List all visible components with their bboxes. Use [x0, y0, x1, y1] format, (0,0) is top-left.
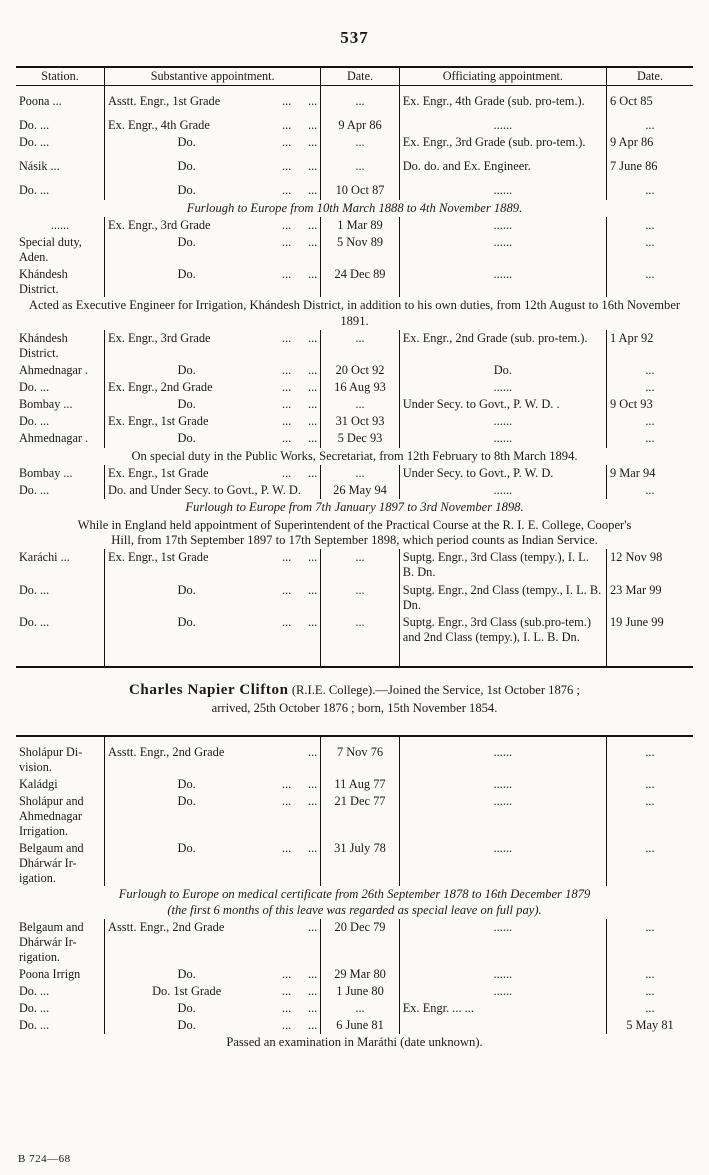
cell-sub-dots1: ...	[281, 135, 292, 150]
cell-officiating: ......	[493, 983, 513, 998]
cell-date2-year: 86	[640, 135, 654, 150]
cell-officiating: Do.	[493, 362, 512, 377]
cell-date2-year: 86	[645, 159, 658, 174]
cell-date1: 10 Oct	[335, 183, 369, 198]
table-row	[16, 793, 693, 840]
cell-date1: ...	[355, 331, 365, 346]
cell-station-dots: ...	[40, 983, 50, 998]
cell-sub-dots2: ...	[307, 380, 318, 395]
cell-station: Bombay	[19, 465, 61, 480]
acting-duty-note: Acted as Executive Engineer for Irrigation, Khándesh District, in addition to his own duties, from 12th August to 16th November 1891.	[28, 298, 681, 328]
register-sheet	[16, 66, 693, 721]
england-appointment-note: While in England held appointment of Superintendent of the Practical Course at the R. I. E. College, Cooper's Hill, from 17th September 1897 to 17th September 1898, which period counts as Indian Service.	[77, 517, 632, 547]
cell-sub-dots2: ...	[307, 550, 318, 565]
cell-date2: ...	[645, 183, 655, 198]
cell-date1-year: 77	[373, 794, 386, 809]
register-sheet-2	[16, 737, 693, 1051]
cell-officiating: ......	[493, 431, 513, 446]
cell-station: Ahmednagar .	[19, 362, 89, 377]
note-row	[16, 1034, 693, 1051]
cell-sub-dots1: ...	[281, 983, 292, 998]
table-row	[16, 1017, 693, 1034]
note-row	[16, 886, 693, 919]
cell-station: Násik	[19, 159, 48, 174]
cell-sub-dots1: ...	[281, 380, 292, 395]
cell-date2: ...	[645, 966, 655, 981]
cell-date1: 29 Mar	[334, 966, 371, 981]
column-header-station: Station.	[16, 67, 105, 85]
service-record-table-1	[16, 66, 693, 668]
cell-station-dots: ...	[40, 118, 50, 132]
cell-sub-dots1: ...	[281, 183, 292, 198]
cell-sub-dots2: ...	[307, 93, 318, 108]
cell-officiating: Under Secy. to Govt., P. W. D.	[402, 465, 554, 480]
page-footer-signature: B 724—68	[18, 1153, 71, 1165]
cell-date2-year: 98	[649, 550, 663, 565]
cell-sub-dots1: ...	[281, 550, 292, 565]
cell-substantive: Do.	[177, 1018, 196, 1033]
cell-station: Khándesh District.	[19, 331, 68, 361]
cell-sub-dots1: ...	[307, 745, 318, 760]
cell-sub-dots2: ...	[307, 362, 318, 377]
cell-station-dots: ...	[40, 414, 50, 429]
cell-substantive: Do. 1st Grade	[152, 983, 222, 998]
table-row	[16, 182, 693, 199]
cell-officiating: ......	[493, 745, 513, 760]
cell-date2: ...	[645, 840, 655, 855]
note-row	[16, 448, 693, 465]
cell-date2-year: 94	[643, 465, 656, 480]
cell-date2: ...	[645, 483, 655, 498]
cell-station: Ahmednagar .	[19, 431, 89, 446]
cell-officiating: Ex. Engr. ... ...	[402, 1000, 474, 1015]
cell-substantive: Do.	[177, 431, 196, 446]
cell-substantive: Asstt. Engr., 2nd Grade	[108, 920, 225, 935]
cell-officiating: Under Secy. to Govt., P. W. D. .	[402, 397, 560, 412]
table-row	[16, 217, 693, 234]
cell-date2: ...	[645, 414, 655, 429]
cell-date2-year: 99	[649, 582, 662, 597]
cell-substantive: Do. and Under Secy. to Govt., P. W. D.	[108, 483, 301, 498]
cell-sub-dots1: ...	[281, 1018, 292, 1033]
cell-sub-dots1: ...	[281, 414, 292, 429]
cell-date1: ...	[355, 397, 365, 412]
cell-station: Do.	[19, 614, 37, 629]
table-row	[16, 396, 693, 413]
cell-station-dots: ...	[40, 380, 50, 395]
note-row	[16, 517, 693, 550]
cell-date2: ...	[645, 431, 655, 446]
cell-officiating: Suptg. Engr., 3rd Class (sub.pro-tem.) and 2nd Class (tempy.), I. L. B. Dn.	[402, 614, 591, 644]
column-header-date2: Date.	[606, 67, 693, 85]
cell-date1: ...	[355, 159, 365, 174]
cell-substantive: Do.	[177, 582, 196, 597]
cell-date1: ...	[355, 582, 365, 597]
cell-date1: 21 Dec	[334, 794, 370, 809]
cell-substantive: Asstt. Engr., 2nd Grade	[108, 745, 225, 760]
cell-sub-dots2: ...	[307, 397, 318, 412]
cell-date1: 5 Dec	[337, 431, 367, 446]
table-row	[16, 744, 693, 776]
table-row	[16, 966, 693, 983]
cell-officiating: ......	[493, 483, 513, 498]
cell-date2: 6 Oct	[609, 93, 638, 108]
cell-date1-year: 89	[373, 266, 386, 281]
cell-date2: ...	[645, 920, 655, 935]
cell-date2-year: 99	[651, 614, 664, 629]
cell-officiating: Ex. Engr., 3rd Grade (sub. pro-tem.).	[402, 135, 586, 150]
cell-date2-year: 85	[640, 93, 653, 108]
note-row	[16, 297, 693, 330]
cell-sub-dots2: ...	[307, 614, 318, 629]
cell-date2-year: 92	[640, 331, 654, 346]
column-header-date1: Date.	[321, 67, 399, 85]
cell-substantive: Do.	[177, 397, 196, 412]
cell-sub-dots2: ...	[307, 431, 318, 446]
cell-officiating: Ex. Engr., 2nd Grade (sub. pro-tem.).	[402, 331, 588, 346]
cell-date2: ...	[645, 1000, 655, 1015]
cell-sub-dots2: ...	[307, 983, 318, 998]
cell-officiating: ......	[493, 217, 513, 232]
cell-date2: 9 Apr	[609, 135, 638, 150]
cell-officiating: Suptg. Engr., 3rd Class (tempy.), I. L. B. Dn.	[402, 550, 589, 580]
table-row	[16, 158, 693, 175]
cell-sub-dots1: ...	[281, 840, 292, 855]
cell-date1: 11 Aug	[334, 777, 371, 792]
table-header-row	[16, 67, 693, 85]
cell-substantive: Ex. Engr., 1st Grade	[108, 414, 209, 429]
cell-date2: 23 Mar	[609, 582, 647, 597]
cell-date2: 5 May	[626, 1018, 659, 1033]
cell-substantive: Ex. Engr., 1st Grade	[108, 465, 209, 480]
cell-substantive: Do.	[177, 362, 196, 377]
cell-station-dots: ...	[40, 483, 50, 498]
cell-sub-dots2: ...	[307, 135, 318, 150]
cell-sub-dots1: ...	[281, 431, 292, 446]
cell-sub-dots2: ...	[307, 159, 318, 174]
examination-note: Passed an examination in Maráthi (date unknown).	[226, 1035, 483, 1050]
cell-officiating: Ex. Engr., 4th Grade (sub. pro-tem.).	[402, 93, 585, 108]
cell-date1: ...	[355, 550, 365, 565]
cell-sub-dots1: ...	[281, 1000, 292, 1015]
cell-substantive: Ex. Engr., 3rd Grade	[108, 331, 211, 346]
cell-station: Do.	[19, 414, 37, 429]
special-duty-note: On special duty in the Public Works, Secretariat, from 12th February to 8th March 1894.	[131, 448, 578, 463]
officer-heading	[16, 668, 693, 721]
cell-sub-dots2: ...	[307, 1000, 318, 1015]
cell-date1: 1 June	[336, 983, 369, 998]
cell-sub-dots2: ...	[307, 1018, 318, 1033]
cell-substantive: Do.	[177, 966, 196, 981]
cell-officiating: ......	[493, 380, 513, 395]
table-row	[16, 482, 693, 499]
cell-date2: ...	[645, 777, 655, 792]
cell-substantive: Do.	[177, 840, 196, 855]
cell-officiating: Suptg. Engr., 2nd Class (tempy., I. L. B. Dn.	[402, 582, 602, 612]
cell-date2: ...	[645, 217, 655, 232]
cell-date1-year: 93	[373, 380, 386, 395]
cell-substantive: Do.	[177, 135, 196, 150]
cell-substantive: Do.	[177, 266, 196, 281]
cell-station: Kaládgi	[19, 777, 58, 792]
cell-substantive: Do.	[177, 159, 196, 174]
cell-date2: ...	[645, 362, 655, 377]
cell-sub-dots1: ...	[281, 362, 292, 377]
table-row	[16, 413, 693, 430]
cell-substantive: Ex. Engr., 1st Grade	[108, 550, 209, 565]
cell-sub-dots2: ...	[307, 183, 318, 198]
cell-sub-dots2: ...	[307, 582, 318, 597]
cell-date1-year: 76	[370, 745, 384, 760]
cell-date2-year: 93	[640, 397, 653, 412]
cell-date2: ...	[645, 118, 655, 132]
table-row	[16, 362, 693, 379]
table-row	[16, 549, 693, 581]
cell-station: Do.	[19, 483, 37, 498]
cell-station: Do.	[19, 118, 37, 132]
cell-station: ......	[50, 217, 70, 232]
cell-station: Khándesh District.	[19, 266, 68, 296]
cell-station-dots: ...	[40, 183, 50, 198]
cell-date1: 20 Oct	[335, 362, 369, 377]
table-row	[16, 430, 693, 447]
cell-sub-dots1: ...	[307, 920, 318, 935]
cell-date2: ...	[645, 983, 655, 998]
cell-station: Poona Irrign	[19, 966, 81, 981]
officer-qualification: (R.I.E. College).—Joined the Service, 1st October 1876 ;	[291, 683, 581, 698]
cell-station-dots: ...	[40, 582, 50, 597]
cell-station-dots: ...	[60, 550, 70, 565]
cell-date1: ...	[355, 93, 365, 108]
column-header-officiating: Officiating appointment.	[399, 67, 606, 85]
cell-station-dots: ...	[52, 93, 62, 108]
cell-date1: 6 June	[336, 1018, 369, 1033]
cell-date1-year: 81	[371, 1018, 384, 1033]
officer-arrival-line: arrived, 25th October 1876 ; born, 15th November 1854.	[211, 701, 498, 716]
cell-sub-dots2: ...	[307, 234, 318, 249]
cell-station: Do.	[19, 582, 37, 597]
table-row	[16, 465, 693, 482]
cell-date1-year: 79	[373, 920, 386, 935]
cell-officiating: Do. do. and Ex. Engineer.	[402, 159, 531, 174]
cell-station: Poona	[19, 93, 50, 108]
cell-date1: 31 July	[334, 840, 371, 855]
cell-date1: 16 Aug	[334, 380, 371, 395]
cell-date1: 24 Dec	[334, 266, 370, 281]
cell-date1: 31 Oct	[335, 414, 369, 429]
cell-officiating: ......	[493, 234, 513, 249]
cell-officiating: ......	[493, 777, 513, 792]
cell-officiating: ......	[493, 794, 513, 809]
cell-date1-year: 93	[369, 431, 383, 446]
cell-sub-dots1: ...	[281, 777, 292, 792]
table-row	[16, 330, 693, 362]
cell-substantive: Do.	[177, 234, 196, 249]
cell-substantive: Do.	[177, 777, 196, 792]
cell-station: Do.	[19, 1000, 37, 1015]
cell-date2: 7 June	[609, 159, 642, 174]
cell-sub-dots2: ...	[307, 118, 318, 132]
document-page	[0, 28, 709, 1175]
cell-station: Sholápur and Ahmednagar Irrigation.	[19, 794, 84, 838]
cell-officiating: ......	[493, 183, 513, 198]
cell-station: Karáchi	[19, 550, 58, 565]
table-row	[16, 1000, 693, 1017]
cell-sub-dots1: ...	[281, 266, 292, 281]
cell-sub-dots1: ...	[281, 234, 292, 249]
cell-date2: ...	[645, 794, 655, 809]
table-row	[16, 134, 693, 151]
cell-sub-dots2: ...	[307, 217, 318, 232]
cell-officiating: ......	[493, 266, 513, 281]
cell-station: Sholápur Di-vision.	[19, 745, 83, 775]
cell-date1-year: 89	[370, 234, 384, 249]
cell-substantive: Do.	[177, 614, 196, 629]
service-record-table-2	[16, 737, 693, 1051]
cell-date1-year: 77	[373, 777, 386, 792]
cell-date1: 20 Dec	[334, 920, 370, 935]
cell-date1: ...	[355, 614, 365, 629]
cell-sub-dots1: ...	[281, 614, 292, 629]
cell-sub-dots1: ...	[281, 794, 292, 809]
cell-station-dots: ...	[50, 159, 60, 174]
cell-sub-dots2: ...	[307, 465, 318, 480]
cell-sub-dots1: ...	[281, 217, 292, 232]
cell-date2-year: 81	[661, 1018, 674, 1033]
cell-station: Do.	[19, 183, 37, 198]
cell-officiating: ......	[493, 920, 513, 935]
cell-date1-year: 86	[369, 118, 382, 132]
cell-sub-dots1: ...	[281, 93, 292, 108]
cell-officiating: ......	[493, 118, 513, 132]
cell-station-dots: ...	[63, 397, 73, 412]
cell-station: Belgaum and Dhárwár Ir-igation.	[19, 840, 84, 885]
cell-station-dots: ...	[63, 465, 73, 480]
table-row	[16, 266, 693, 298]
cell-date1: 5 Nov	[336, 234, 368, 249]
table-row	[16, 919, 693, 966]
cell-sub-dots1: ...	[281, 966, 292, 981]
table-row	[16, 117, 693, 134]
cell-substantive: Do.	[177, 794, 196, 809]
column-header-substantive: Substantive appointment.	[105, 67, 321, 85]
cell-date1: 1 Mar	[337, 217, 368, 232]
cell-date1-year: 80	[371, 983, 384, 998]
cell-station: Special duty, Aden.	[19, 234, 82, 264]
cell-substantive: Do.	[177, 183, 196, 198]
cell-station: Do.	[19, 380, 37, 395]
furlough-medical-note-line2: (the first 6 months of this leave was regarded as special leave on full pay).	[167, 902, 542, 917]
cell-sub-dots2: ...	[307, 266, 318, 281]
table-row	[16, 582, 693, 614]
cell-station: Belgaum and Dhárwár Ir-rigation.	[19, 920, 84, 964]
table-row	[16, 93, 693, 110]
cell-sub-dots2: ...	[307, 966, 318, 981]
cell-date1: 7 Nov	[336, 745, 368, 760]
cell-officiating: ......	[493, 414, 513, 429]
cell-date1: 26 May	[333, 483, 372, 498]
table-row	[16, 614, 693, 646]
cell-substantive: Asstt. Engr., 1st Grade	[108, 93, 221, 108]
note-row	[16, 499, 693, 516]
cell-substantive: Ex. Engr., 3rd Grade	[108, 217, 211, 232]
cell-sub-dots1: ...	[281, 397, 292, 412]
cell-date1-year: 93	[372, 414, 385, 429]
table-row	[16, 983, 693, 1000]
cell-sub-dots2: ...	[307, 794, 318, 809]
cell-sub-dots2: ...	[307, 414, 318, 429]
cell-sub-dots2: ...	[307, 777, 318, 792]
cell-station: Do.	[19, 135, 37, 150]
cell-sub-dots2: ...	[307, 840, 318, 855]
cell-sub-dots1: ...	[281, 118, 292, 132]
cell-sub-dots1: ...	[281, 159, 292, 174]
cell-officiating: ......	[493, 966, 513, 981]
cell-station-dots: ...	[40, 1018, 50, 1033]
table-row	[16, 776, 693, 793]
cell-sub-dots2: ...	[307, 331, 318, 346]
furlough-note-2: Furlough to Europe from 7th January 1897 to 3rd November 1898.	[185, 500, 524, 515]
table-row	[16, 234, 693, 266]
cell-date1: ...	[355, 465, 365, 480]
officer-name: Charles Napier Clifton	[128, 682, 289, 699]
cell-date2: 1 Apr	[609, 331, 638, 346]
furlough-medical-note	[16, 886, 693, 919]
table-row	[16, 379, 693, 396]
cell-date1: ...	[355, 1000, 365, 1015]
cell-date1-year: 89	[370, 217, 383, 232]
cell-date2: 12 Nov	[609, 550, 647, 565]
cell-substantive: Do.	[177, 1000, 196, 1015]
furlough-note-1: Furlough to Europe from 10th March 1888 to 4th November 1889.	[186, 200, 523, 215]
cell-station: Do.	[19, 1018, 37, 1033]
cell-station: Do.	[19, 983, 37, 998]
table-row	[16, 840, 693, 887]
cell-sub-dots1: ...	[281, 465, 292, 480]
cell-date2: ...	[645, 266, 655, 281]
cell-date1-year: 78	[373, 840, 386, 855]
cell-station-dots: ...	[40, 135, 50, 150]
cell-officiating: ......	[493, 840, 513, 855]
cell-date1: ...	[355, 135, 365, 150]
cell-station-dots: ...	[40, 614, 50, 629]
page-number: 537	[340, 28, 369, 47]
cell-substantive: Ex. Engr., 2nd Grade	[108, 380, 213, 395]
note-row	[16, 200, 693, 217]
cell-date1-year: 92	[372, 362, 385, 377]
cell-station: Bombay	[19, 397, 61, 412]
cell-date2: ...	[645, 745, 655, 760]
cell-sub-dots1: ...	[281, 331, 292, 346]
furlough-medical-note-line1: Furlough to Europe on medical certificate from 26th September 1878 to 16th December 1879	[118, 887, 591, 902]
cell-date1-year: 87	[372, 183, 385, 198]
cell-date2: 19 June	[609, 614, 649, 629]
cell-date2: 9 Oct	[609, 397, 638, 412]
cell-date2: ...	[645, 234, 655, 249]
cell-station-dots: ...	[40, 1000, 50, 1015]
cell-date1-year: 80	[373, 966, 386, 981]
cell-substantive: Ex. Engr., 4th Grade	[108, 118, 210, 132]
cell-sub-dots1: ...	[281, 582, 292, 597]
cell-date1-year: 94	[374, 483, 387, 498]
cell-date2: ...	[645, 380, 655, 395]
cell-date1: 9 Apr	[338, 118, 367, 132]
cell-date2: 9 Mar	[609, 465, 640, 480]
